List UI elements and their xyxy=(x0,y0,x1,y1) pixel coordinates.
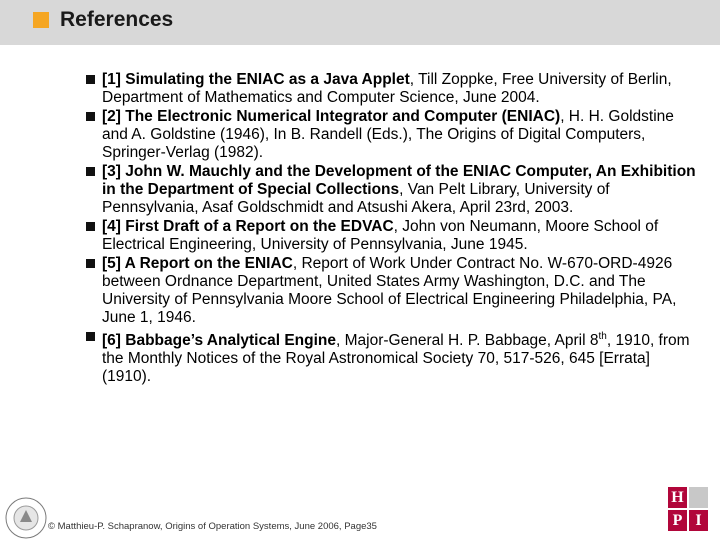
university-potsdam-logo xyxy=(0,488,52,540)
reference-item xyxy=(86,255,698,327)
hpi-letter-i: I xyxy=(689,510,708,531)
reference-superscript: th xyxy=(598,331,607,342)
reference-item xyxy=(86,163,698,217)
reference-details: , Major-General H. P. Babbage, April 8 xyxy=(336,332,599,350)
reference-details: , Van Pelt Library, University of Pennsylvania, Asaf Goldschmidt and Atsushi Akera, April 23rd, 2003. xyxy=(102,181,610,216)
footer-copyright: © Matthieu-P. Schapranow, Origins of Operation Systems, June 2006, Page35 xyxy=(48,521,377,532)
reference-title: [6] Babbage’s Analytical Engine xyxy=(102,332,336,350)
reference-details: , John von Neumann, Moore School of Electrical Engineering, University of Pennsylvania, June 1945. xyxy=(102,218,659,253)
bullet-square-icon xyxy=(86,75,95,84)
reference-item xyxy=(86,328,698,386)
bullet-square-icon xyxy=(86,259,95,268)
header-accent-square xyxy=(33,12,49,28)
hpi-letter-h: H xyxy=(668,487,687,508)
reference-title: [3] John W. Mauchly and the Development of the ENIAC Computer, An Exhibition in the Department of Special Collections xyxy=(102,163,696,198)
reference-title: [2] The Electronic Numerical Integrator and Computer (ENIAC) xyxy=(102,108,561,125)
reference-details-cont: , 1910, from the Monthly Notices of the Royal Astronomical Society 70, 517-526, 645 [Errata] (1910). xyxy=(102,332,690,386)
bullet-square-icon xyxy=(86,332,95,341)
page-title: References xyxy=(60,8,174,31)
bullet-square-icon xyxy=(86,112,95,121)
references-list xyxy=(86,71,698,387)
bullet-square-icon xyxy=(86,167,95,176)
bullet-square-icon xyxy=(86,222,95,231)
reference-details: , Report of Work Under Contract No. W-670-ORD-4926 between Ordnance Department, United States Army Washington, D.C. and The University of Pennsylvania Moore School of Electrical Engineering Philadelphia, PA, June 1, 1946. xyxy=(102,255,677,326)
hpi-letter-blank xyxy=(689,487,708,508)
reference-title: [4] First Draft of a Report on the EDVAC xyxy=(102,218,394,235)
hpi-logo xyxy=(668,487,708,531)
header-bar xyxy=(0,0,720,45)
reference-item xyxy=(86,108,698,162)
reference-details: , H. H. Goldstine and A. Goldstine (1946), In B. Randell (Eds.), The Origins of Digital Computers, Springer-Verlag (1982). xyxy=(102,108,674,161)
reference-title: [5] A Report on the ENIAC xyxy=(102,255,293,272)
reference-title: [1] Simulating the ENIAC as a Java Applet xyxy=(102,71,410,88)
hpi-letter-p: P xyxy=(668,510,687,531)
reference-item xyxy=(86,218,698,254)
reference-details: , Till Zoppke, Free University of Berlin, Department of Mathematics and Computer Science, June 2004. xyxy=(102,71,672,106)
reference-item xyxy=(86,71,698,107)
